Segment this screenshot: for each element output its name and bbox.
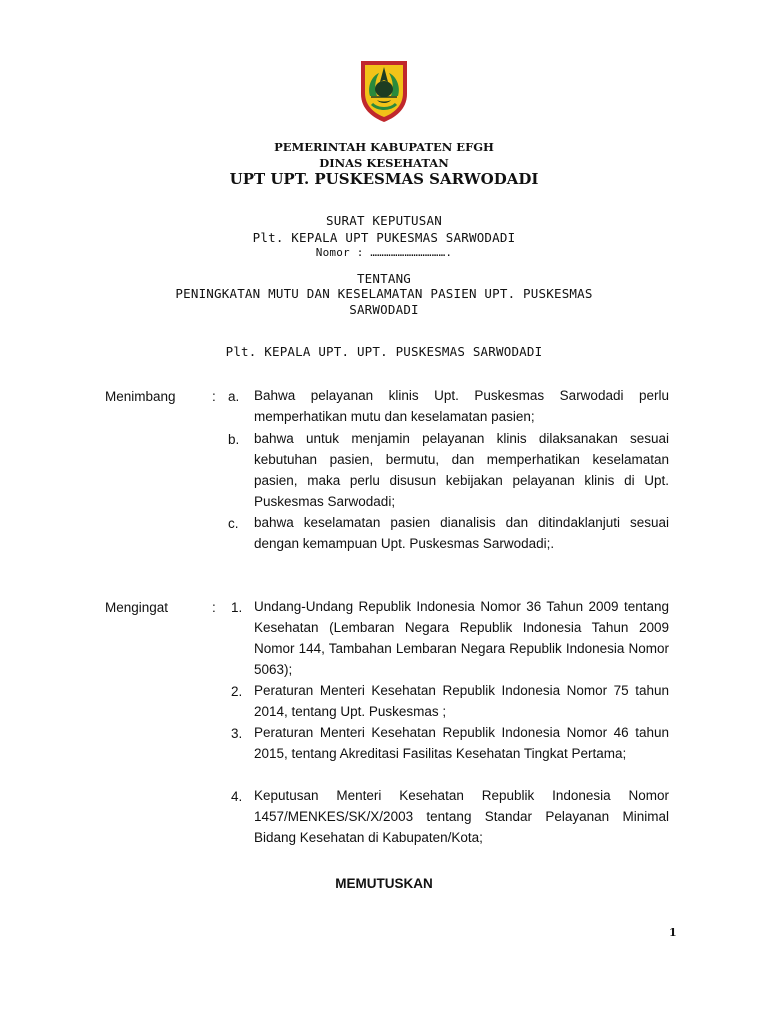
menimbang-item-b: bahwa untuk menjamin pelayanan klinis dilaksanakan sesuai kebutuhan pasien, bermutu, dan memperhatikan keselamatan pasien, maka perlu disusun kebijakan pelayanan klinis di Upt. Puskesmas Sarwodadi;: [254, 431, 669, 509]
header-institution: UPT UPT. PUSKESMAS SARWODADI: [229, 170, 539, 188]
mengingat-item-1-mark: 1.: [231, 600, 243, 615]
menimbang-item-c-mark: c.: [228, 516, 239, 531]
mengingat-item-4-mark: 4.: [231, 789, 243, 804]
subject-line-1: PENINGKATAN MUTU DAN KESELAMATAN PASIEN UPT. PUSKESMAS: [175, 286, 593, 301]
document-number: Nomor : …………………………….: [315, 246, 453, 259]
document-type: SURAT KEPUTUSAN: [326, 213, 442, 228]
mengingat-item-3-mark: 3.: [231, 726, 243, 741]
subject-line-2: SARWODADI: [349, 302, 419, 317]
menimbang-label: Menimbang: [105, 389, 176, 404]
menimbang-item-c: bahwa keselamatan pasien dianalisis dan ditindaklanjuti sesuai dengan kemampuan Upt. Puskesmas Sarwodadi;.: [254, 515, 669, 551]
header-government: PEMERINTAH KABUPATEN EFGH: [274, 140, 494, 154]
mengingat-item-4: Keputusan Menteri Kesehatan Republik Indonesia Nomor 1457/MENKES/SK/X/2003 tentang Standar Pelayanan Minimal Bidang Kesehatan di Kabupaten/Kota;: [254, 788, 669, 845]
tentang-heading: TENTANG: [356, 271, 412, 286]
memutuskan-heading: MEMUTUSKAN: [335, 876, 433, 891]
mengingat-item-2: Peraturan Menteri Kesehatan Republik Indonesia Nomor 75 tahun 2014, tentang Upt. Puskesmas ;: [254, 683, 669, 719]
mengingat-item-3: Peraturan Menteri Kesehatan Republik Indonesia Nomor 46 tahun 2015, tentang Akreditasi Fasilitas Kesehatan Tingkat Pertama;: [254, 725, 669, 761]
menimbang-item-a-mark: a.: [228, 389, 240, 404]
page-number: 1: [669, 926, 677, 939]
menimbang-colon: :: [212, 389, 216, 404]
mengingat-item-2-mark: 2.: [231, 684, 243, 699]
mengingat-label: Mengingat: [105, 600, 169, 615]
official-title: Plt. KEPALA UPT. UPT. PUSKESMAS SARWODADI: [225, 344, 543, 359]
menimbang-item-a: Bahwa pelayanan klinis Upt. Puskesmas Sarwodadi perlu memperhatikan mutu dan keselamatan pasien;: [254, 388, 669, 424]
menimbang-item-b-mark: b.: [228, 432, 240, 447]
coat-of-arms-icon: [358, 58, 410, 124]
document-issuer: Plt. KEPALA UPT PUKESMAS SARWODADI: [252, 230, 516, 245]
mengingat-item-1: Undang-Undang Republik Indonesia Nomor 36 Tahun 2009 tentang Kesehatan (Lembaran Negara Republik Indonesia Tahun 2009 Nomor 144, Tambahan Lembaran Negara Republik Indonesia Nomor 5063);: [254, 599, 669, 677]
mengingat-colon: :: [212, 600, 216, 615]
header-department: DINAS KESEHATAN: [319, 156, 449, 170]
